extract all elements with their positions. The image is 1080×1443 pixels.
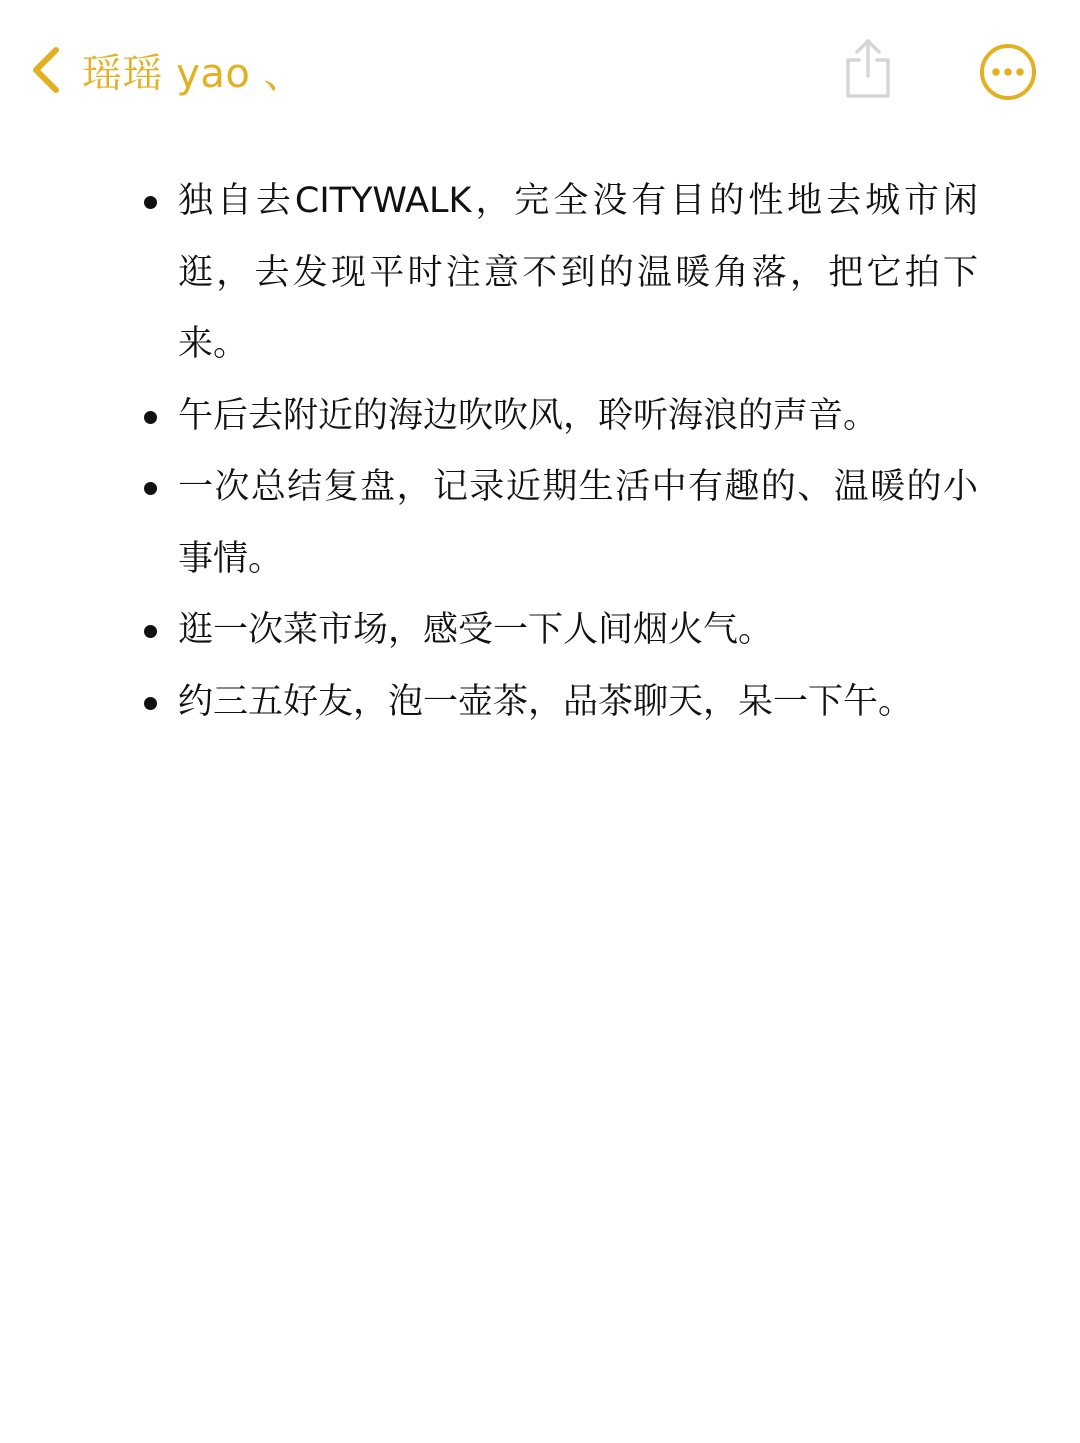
list-item <box>138 667 978 739</box>
bullet-icon <box>144 196 157 209</box>
note-content <box>138 166 978 738</box>
list-item-text: 独自去CITYWALK，完全没有目的性地去城市闲逛，去发现平时注意不到的温暖角落，把它拍下来。 <box>178 181 978 364</box>
list-item-text: 一次总结复盘，记录近期生活中有趣的、温暖的小事情。 <box>178 467 978 579</box>
navigation-bar <box>0 0 1080 140</box>
list-item <box>138 595 978 667</box>
back-button[interactable] <box>28 38 304 102</box>
bullet-icon <box>144 697 157 710</box>
ellipsis-circle-icon <box>978 87 1038 106</box>
more-options-button[interactable] <box>978 42 1038 102</box>
bullet-list <box>138 166 978 738</box>
list-item <box>138 452 978 595</box>
back-label: 瑶瑶 yao 、 <box>82 50 305 97</box>
bullet-icon <box>144 482 157 495</box>
list-item-text: 午后去附近的海边吹吹风，聆听海浪的声音。 <box>178 395 879 436</box>
share-button[interactable] <box>840 36 896 102</box>
list-item-text: 逛一次菜市场，感受一下人间烟火气。 <box>178 610 774 650</box>
bullet-icon <box>144 411 157 424</box>
bullet-icon <box>144 625 157 638</box>
share-icon <box>840 87 896 106</box>
list-item <box>138 166 978 381</box>
list-item <box>138 381 978 453</box>
list-item-text: 约三五好友，泡一壶茶，品茶聊天，呆一下午。 <box>178 681 914 722</box>
chevron-left-icon <box>28 45 62 95</box>
